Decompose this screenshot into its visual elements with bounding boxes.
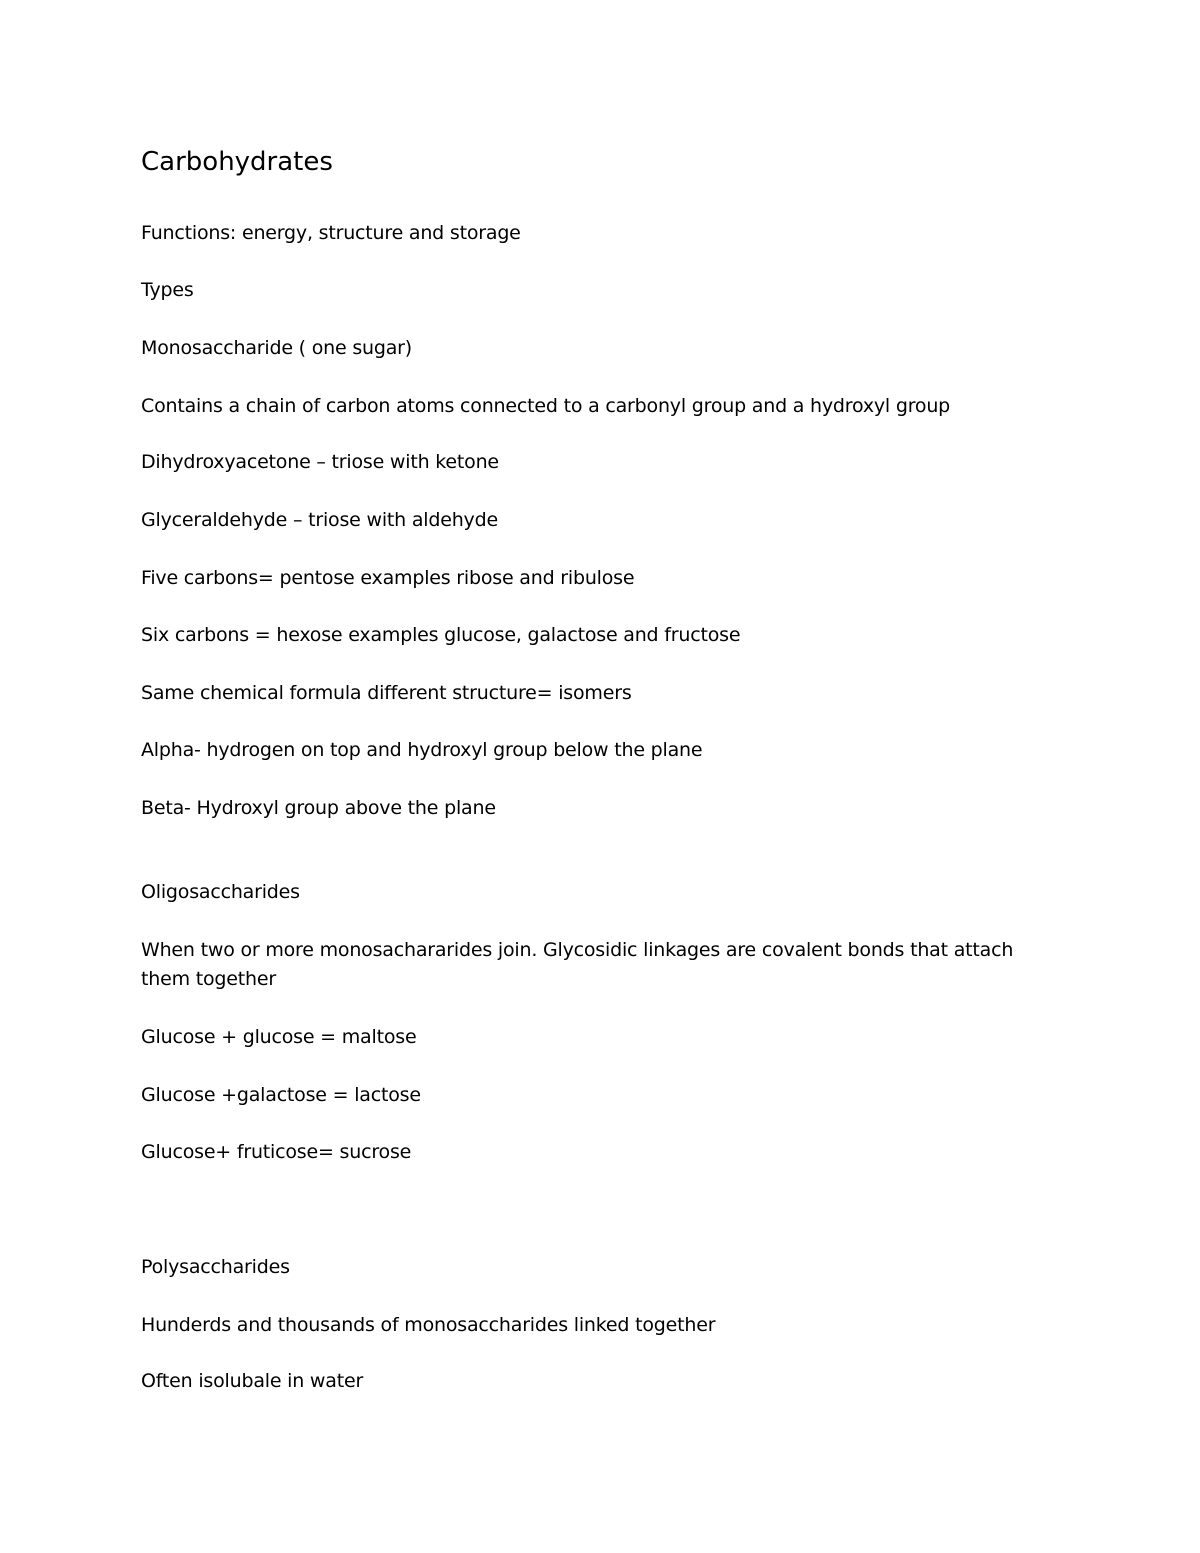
text-dihydroxyacetone: Dihydroxyacetone – triose with ketone <box>141 451 499 473</box>
text-lactose: Glucose +galactose = lactose <box>141 1084 421 1106</box>
text-glyceraldehyde: Glyceraldehyde – triose with aldehyde <box>141 509 498 531</box>
text-alpha: Alpha- hydrogen on top and hydroxyl group below the plane <box>141 739 703 761</box>
text-sucrose: Glucose+ fruticose= sucrose <box>141 1141 412 1163</box>
document-title: Carbohydrates <box>141 147 333 177</box>
text-beta: Beta- Hydroxyl group above the plane <box>141 797 496 819</box>
text-carbon-chain: Contains a chain of carbon atoms connected to a carbonyl group and a hydroxyl group <box>141 395 951 417</box>
heading-oligosaccharides: Oligosaccharides <box>141 881 300 903</box>
text-pentose: Five carbons= pentose examples ribose and ribulose <box>141 567 635 589</box>
text-insoluble: Often isolubale in water <box>141 1370 364 1392</box>
text-functions: Functions: energy, structure and storage <box>141 222 521 244</box>
heading-polysaccharides: Polysaccharides <box>141 1256 290 1278</box>
text-hexose: Six carbons = hexose examples glucose, galactose and fructose <box>141 624 741 646</box>
text-glycosidic-linkages: When two or more monosachararides join. Glycosidic linkages are covalent bonds that attach them together <box>141 939 1014 990</box>
text-monosaccharide: Monosaccharide ( one sugar) <box>141 337 412 359</box>
text-linked-together: Hunderds and thousands of monosaccharides linked together <box>141 1314 716 1336</box>
text-maltose: Glucose + glucose = maltose <box>141 1026 417 1048</box>
text-isomers: Same chemical formula different structure= isomers <box>141 682 632 704</box>
heading-types: Types <box>141 279 194 301</box>
